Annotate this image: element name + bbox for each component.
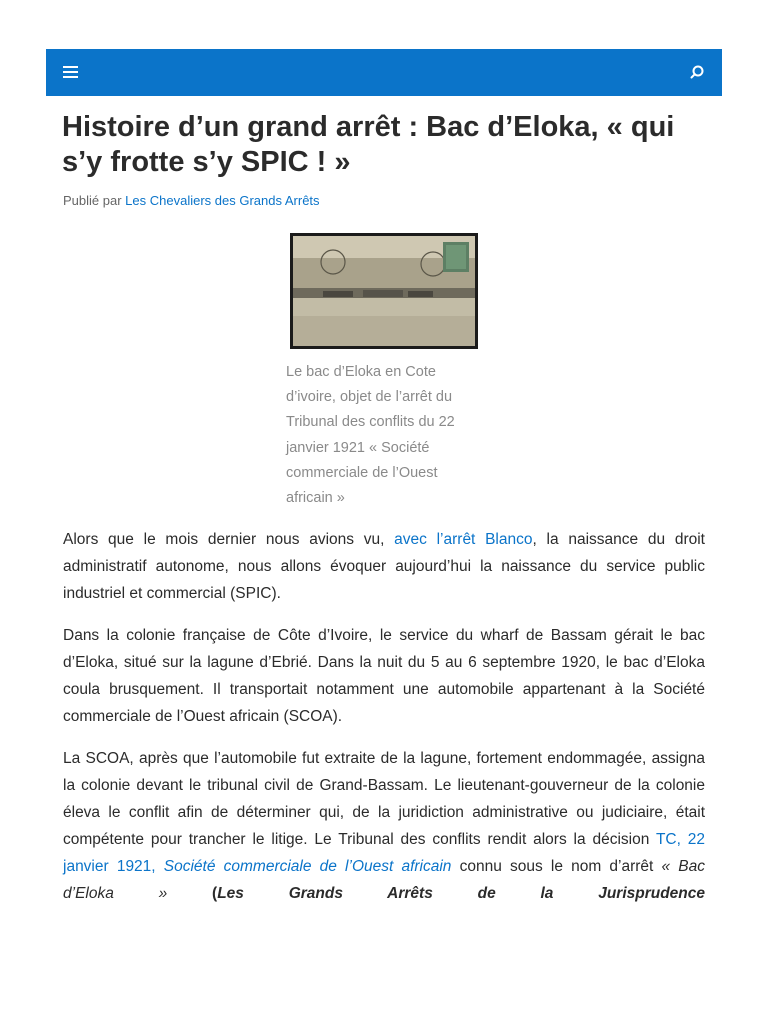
author-link[interactable]: Les Chevaliers des Grands Arrêts bbox=[125, 193, 320, 208]
paragraph-3 bbox=[63, 745, 705, 907]
paragraph-1 bbox=[63, 526, 705, 607]
byline bbox=[63, 193, 320, 208]
article-body bbox=[63, 526, 705, 922]
p3-text-2: connu sous le nom d’arrêt bbox=[451, 858, 662, 875]
p3-book-title: Les Grands Arrêts de la Jurisprudence bbox=[217, 885, 706, 902]
link-arret-blanco[interactable]: avec l’arrêt Blanco bbox=[394, 531, 533, 548]
p3-text-1: La SCOA, après que l’automobile fut extraite de la lagune, fortement endommagée, assigna la colonie devant le tribunal civil de Grand-Bassam. Le lieutenant-gouverneur de la colonie éleva le conflit afin de déterminer qui, de la juridiction administrative ou judiciaire, était compétente pour trancher le litige. Le Tribunal des conflits rendit alors la décision bbox=[63, 750, 705, 848]
article-title: Histoire d’un grand arrêt : Bac d’Eloka, « qui s’y frotte s’y SPIC ! » bbox=[62, 111, 675, 178]
p3-paren: ( bbox=[167, 885, 218, 902]
search-icon[interactable] bbox=[686, 61, 708, 83]
article-image bbox=[290, 233, 478, 349]
link-tc-name: Société commerciale de l’Ouest africain bbox=[163, 858, 452, 875]
link-tc-date: TC, 22 janvier 1921, bbox=[63, 831, 706, 875]
p1-text-2: , la naissance du droit administratif autonome, nous allons évoquer aujourd’hui la naissance du service public industriel et commercial (SPIC). bbox=[63, 531, 705, 602]
paragraph-2: Dans la colonie française de Côte d’Ivoire, le service du wharf de Bassam gérait le bac d’Eloka, situé sur la lagune d’Ebrié. Dans la nuit du 5 au 6 septembre 1920, le bac d’Eloka coula brusquement. Il transportait notamment une automobile appartenant à la Société commerciale de l’Ouest africain (SCOA). bbox=[63, 627, 705, 725]
hamburger-menu-icon[interactable] bbox=[60, 61, 82, 83]
p1-text-1: Alors que le mois dernier nous avions vu, bbox=[63, 531, 395, 548]
p3-bac-eloka: « Bac d’Eloka » bbox=[63, 858, 706, 902]
top-navigation-bar bbox=[46, 49, 722, 96]
byline-prefix: Publié par bbox=[63, 193, 122, 208]
figure-caption: Le bac d’Eloka en Cote d’ivoire, objet de l’arrêt du Tribunal des conflits du 22 janvier 1921 « Société commerciale de l’Ouest africain » bbox=[286, 364, 455, 507]
postcard-image bbox=[293, 236, 475, 346]
